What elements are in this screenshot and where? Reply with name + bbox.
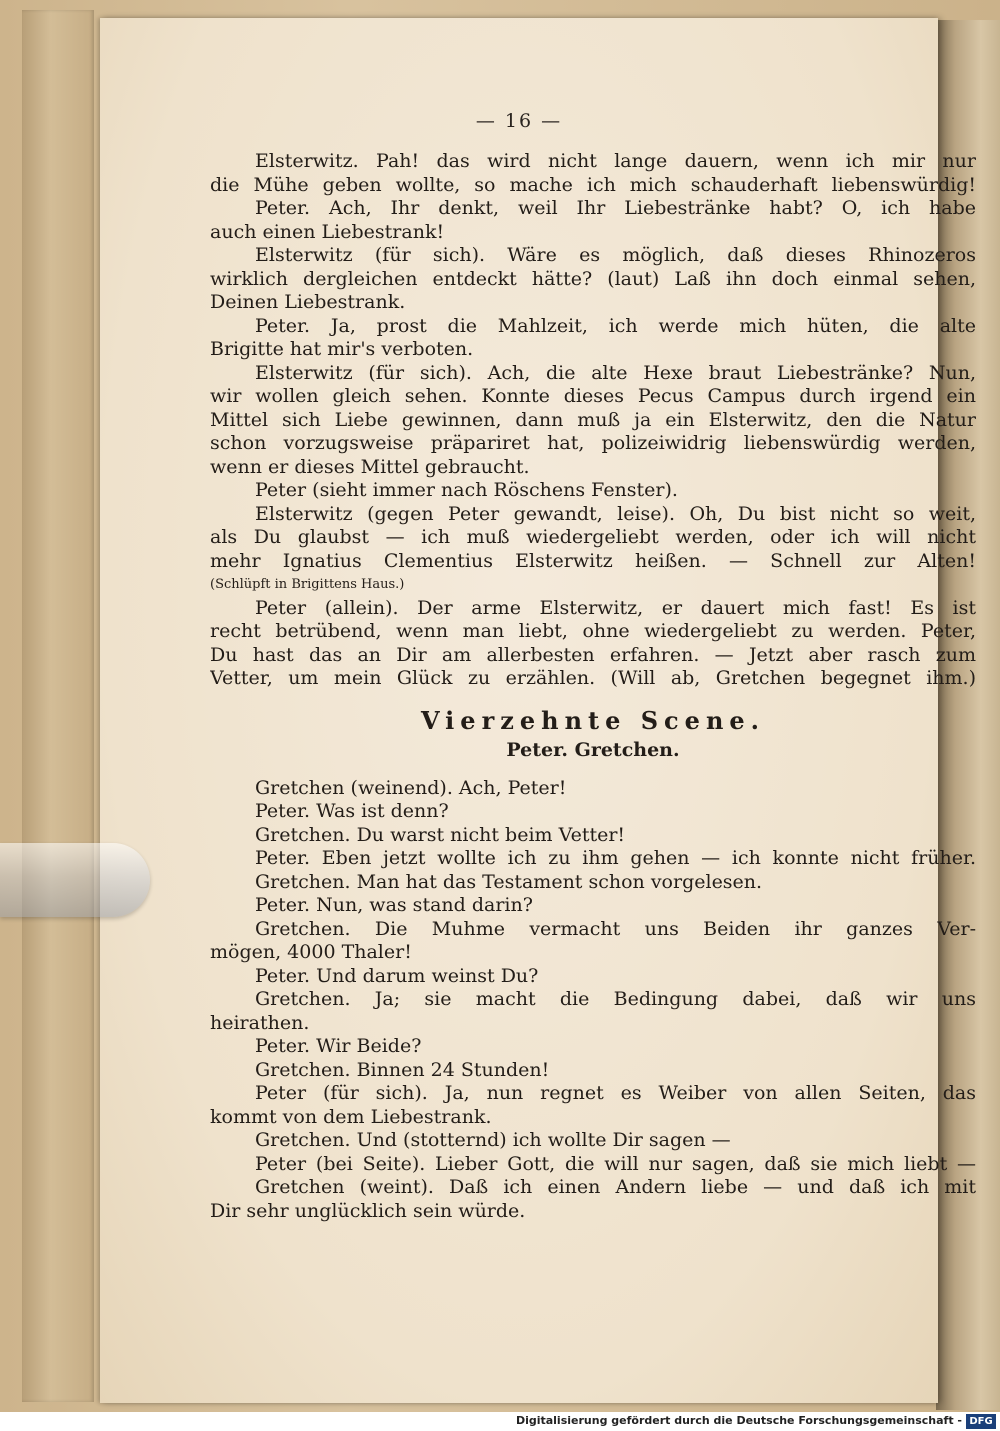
text-block-2 xyxy=(210,777,976,1224)
text-line: Peter (bei Seite). Lieber Gott, die will nur sagen, daß sie mich liebt — xyxy=(255,1152,976,1175)
text-line: recht betrübend, wenn man liebt, ohne wiedergeliebt zu werden. Peter, xyxy=(210,620,976,642)
text-line: Gretchen. Ja; sie macht die Bedingung dabei, daß wir uns xyxy=(255,988,976,1010)
text-line: Peter (für sich). Ja, nun regnet es Weiber von allen Seiten, das xyxy=(255,1082,976,1104)
text-line: wenn er dieses Mittel gebraucht. xyxy=(210,455,530,478)
text-line: Gretchen. Und (stotternd) ich wollte Dir sagen — xyxy=(255,1129,731,1151)
text-line: auch einen Liebestrank! xyxy=(210,220,445,243)
text-line: Peter. Nun, was stand darin? xyxy=(255,894,533,916)
text-line: Peter (sieht immer nach Röschens Fenster). xyxy=(255,479,678,501)
text-line: (Schlüpft in Brigittens Haus.) xyxy=(210,577,405,592)
text-line: Mittel sich Liebe gewinnen, dann muß ja ein Elsterwitz, den die Natur xyxy=(210,408,976,431)
text-line: mögen, 4000 Thaler! xyxy=(210,941,412,963)
text-line: Elsterwitz (gegen Peter gewandt, leise). Oh, Du bist nicht so weit, xyxy=(255,502,976,525)
text-line: Deinen Liebestrank. xyxy=(210,291,406,313)
text-line: wir wollen gleich sehen. Konnte dieses Pecus Campus durch irgend ein xyxy=(210,385,976,407)
text-line: die Mühe geben wollte, so mache ich mich schauderhaft liebenswürdig! xyxy=(210,173,976,196)
text-line: mehr Ignatius Clementius Elsterwitz heißen. — Schnell zur Alten! xyxy=(210,549,976,572)
text-line: Peter. Wir Beide? xyxy=(255,1035,422,1057)
text-line: Gretchen. Binnen 24 Stunden! xyxy=(255,1058,550,1081)
text-line: schon vorzugsweise präpariret hat, polizeiwidrig liebenswürdig werden, xyxy=(210,432,976,454)
text-line: Peter. Was ist denn? xyxy=(255,800,449,822)
text-line: Elsterwitz (für sich). Ach, die alte Hexe braut Liebestränke? Nun, xyxy=(255,361,976,384)
text-block-1 xyxy=(210,150,976,691)
text-line: Elsterwitz (für sich). Wäre es möglich, daß dieses Rhinozeros xyxy=(255,244,976,266)
text-line: Gretchen (weinend). Ach, Peter! xyxy=(255,776,567,799)
text-line: Peter (allein). Der arme Elsterwitz, er dauert mich fast! Es ist xyxy=(255,596,976,619)
text-line: Gretchen. Man hat das Testament schon vorgelesen. xyxy=(255,870,763,893)
text-line: Elsterwitz. Pah! das wird nicht lange dauern, wenn ich mir nur xyxy=(255,150,976,172)
text-line: Peter. Ach, Ihr denkt, weil Ihr Liebestränke habt? O, ich habe xyxy=(255,197,976,219)
text-line: Du hast das an Dir am allerbesten erfahren. — Jetzt aber rasch zum xyxy=(210,643,976,666)
funding-credit: Digitalisierung gefördert durch die Deutsche Forschungsgemeinschaft - xyxy=(515,1414,962,1427)
text-line: Gretchen. Du warst nicht beim Vetter! xyxy=(255,823,626,846)
page-text xyxy=(210,150,976,1223)
dfg-logo: DFG xyxy=(966,1414,996,1429)
text-line: Gretchen. Die Muhme vermacht uns Beiden ihr ganzes Ver- xyxy=(255,917,976,940)
scene-title: Vierzehnte Scene. xyxy=(420,705,766,735)
page-number: — 16 — xyxy=(475,110,563,132)
scene-cast: Peter. Gretchen. xyxy=(506,738,680,761)
book-spine xyxy=(22,10,94,1402)
text-line: Peter. Ja, prost die Mahlzeit, ich werde mich hüten, die alte xyxy=(255,314,976,337)
text-line: heirathen. xyxy=(210,1011,310,1034)
text-line: als Du glaubst — ich muß wiedergeliebt werden, oder ich will nicht xyxy=(210,526,976,548)
text-line: Gretchen (weint). Daß ich einen Andern liebe — und daß ich mit xyxy=(255,1176,976,1198)
text-line: wirklich dergleichen entdeckt hätte? (laut) Laß ihn doch einmal sehen, xyxy=(210,267,976,290)
text-line: Vetter, um mein Glück zu erzählen. (Will ab, Gretchen begegnet ihm.) xyxy=(210,667,976,689)
page-clip xyxy=(0,843,150,917)
text-line: Peter. Eben jetzt wollte ich zu ihm gehen — ich konnte nicht früher. xyxy=(255,847,976,869)
text-line: kommt von dem Liebestrank. xyxy=(210,1105,492,1128)
text-line: Dir sehr unglücklich sein würde. xyxy=(210,1199,526,1222)
text-line: Brigitte hat mir's verboten. xyxy=(210,338,474,360)
footer-bar xyxy=(0,1412,1000,1431)
text-line: Peter. Und darum weinst Du? xyxy=(255,964,539,987)
